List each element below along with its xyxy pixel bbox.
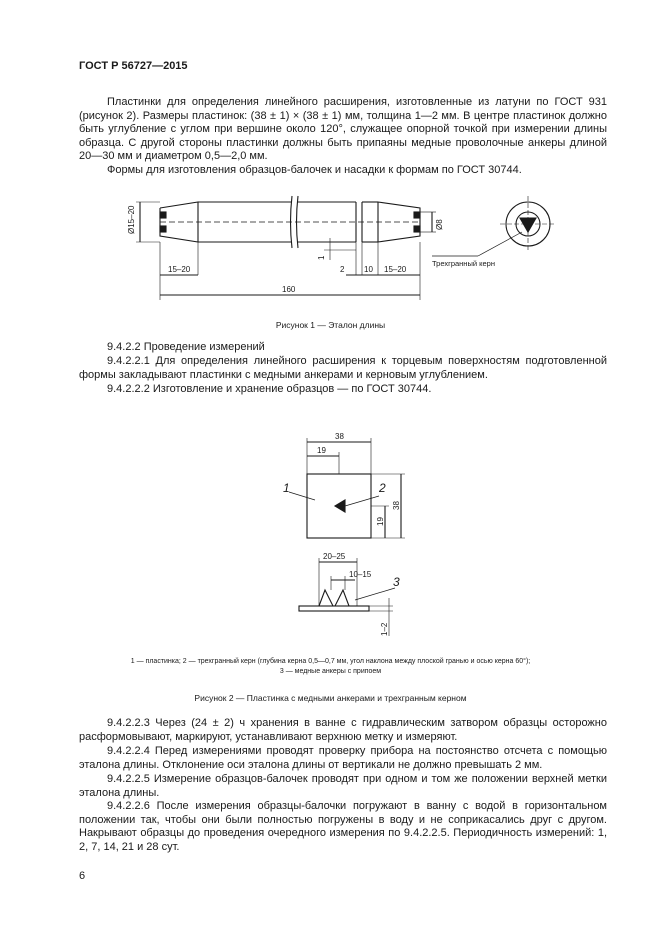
fig1-left-dim: 15–20	[168, 265, 191, 274]
figure-2-drawing	[275, 430, 435, 650]
page-number: 6	[79, 870, 86, 882]
fig2-n1: 1	[283, 481, 290, 495]
fig1-gap: 1	[317, 255, 326, 260]
fig1-total: 160	[282, 285, 296, 294]
fig1-diam-label: Ø15–20	[127, 205, 136, 234]
figure-2-legend-line-2: 3 — медные анкеры с припоем	[279, 668, 382, 675]
fig1-end-diam: Ø8	[435, 219, 444, 230]
figure-2-caption: Рисунок 2 — Пластинка с медными анкерами и трехгранным керном	[194, 693, 467, 703]
fig2-w19: 19	[317, 446, 326, 455]
anchor-left	[319, 590, 333, 606]
fig2-n2: 2	[379, 481, 386, 495]
anchor-right	[335, 590, 349, 606]
section-paragraph-2: 9.4.2.2.2 Изготовление и хранение образцов — по ГОСТ 30744.	[107, 383, 432, 395]
fig2-h38: 38	[392, 501, 401, 510]
intro-paragraph-1: Пластинки для определения линейного расширения, изготовленные из латуни по ГОСТ 931 (рисунок 2). Размеры пластинок: (38 ± 1) × (38 ± 1) мм, толщина 1—2 мм. В центре пластинок должно быть углубление с углом при вершине около 120°, служащее опорной точкой при измерении длины образца. С другой стороны пластинки должны быть припаяны медные проволочные анкеры длиной 20—30 мм и диаметром 0,5—2,0 мм.	[79, 96, 607, 163]
fig2-d2025: 20–25	[323, 552, 346, 561]
fig1-kern-label: Трехгранный керн	[432, 259, 495, 268]
body-paragraph-3: 9.4.2.2.3 Через (24 ± 2) ч хранения в ванне с гидравлическим затвором образцы осторожно расформовывают, маркируют, устанавливают верхнюю метку и измеряют.	[79, 717, 607, 743]
fig2-d1015: 10–15	[349, 570, 372, 579]
fig2-t12: 1–2	[380, 622, 389, 636]
figure-1-drawing	[120, 190, 560, 310]
kern-mark	[335, 500, 345, 512]
body-paragraph-4: 9.4.2.2.4 Перед измерениями проводят проверку прибора на постоянство отсчета с помощью эталона длины. Отклонение оси эталона длины от вертикали не должно превышать 2 мм.	[79, 745, 607, 771]
figure-1-caption: Рисунок 1 — Эталон длины	[275, 320, 386, 330]
fig2-w38: 38	[335, 432, 344, 441]
body-paragraph-6: 9.4.2.2.6 После измерения образцы-балочки погружают в ванну с водой в горизонтальном положении так, чтобы они были полностью погружены в воду и не соприкасались друг с другом. Накрывают образцы до проведения очередного измерения по 9.4.2.2.5. Периодичность измерений: 1, 2, 7, 14, 21 и 28 сут.	[79, 800, 607, 853]
figure-2-legend-line-1: 1 — пластинка; 2 — трехгранный керн (глубина керна 0,5—0,7 мм, угол наклона между плоской гранью и осью керна 60°);	[130, 658, 531, 665]
fig2-n3: 3	[393, 575, 400, 589]
intro-paragraph-2: Формы для изготовления образцов-балочек и насадки к формам по ГОСТ 30744.	[107, 164, 522, 176]
section-heading: 9.4.2.2 Проведение измерений	[107, 341, 265, 353]
fig1-ten: 10	[364, 265, 373, 274]
section-paragraph-1: 9.4.2.2.1 Для определения линейного расширения к торцевым поверхностям подготовленной формы закладывают пластинки с медными анкерами и керновым углублением.	[79, 355, 607, 381]
document-code: ГОСТ Р 56727—2015	[79, 60, 188, 72]
body-paragraph-5: 9.4.2.2.5 Измерение образцов-балочек проводят при одном и том же положении верхней метки эталона длины.	[79, 773, 607, 799]
fig1-two: 2	[340, 265, 345, 274]
fig2-h19: 19	[376, 517, 385, 526]
fig1-right-dim: 15–20	[384, 265, 407, 274]
plate-side	[299, 606, 369, 611]
